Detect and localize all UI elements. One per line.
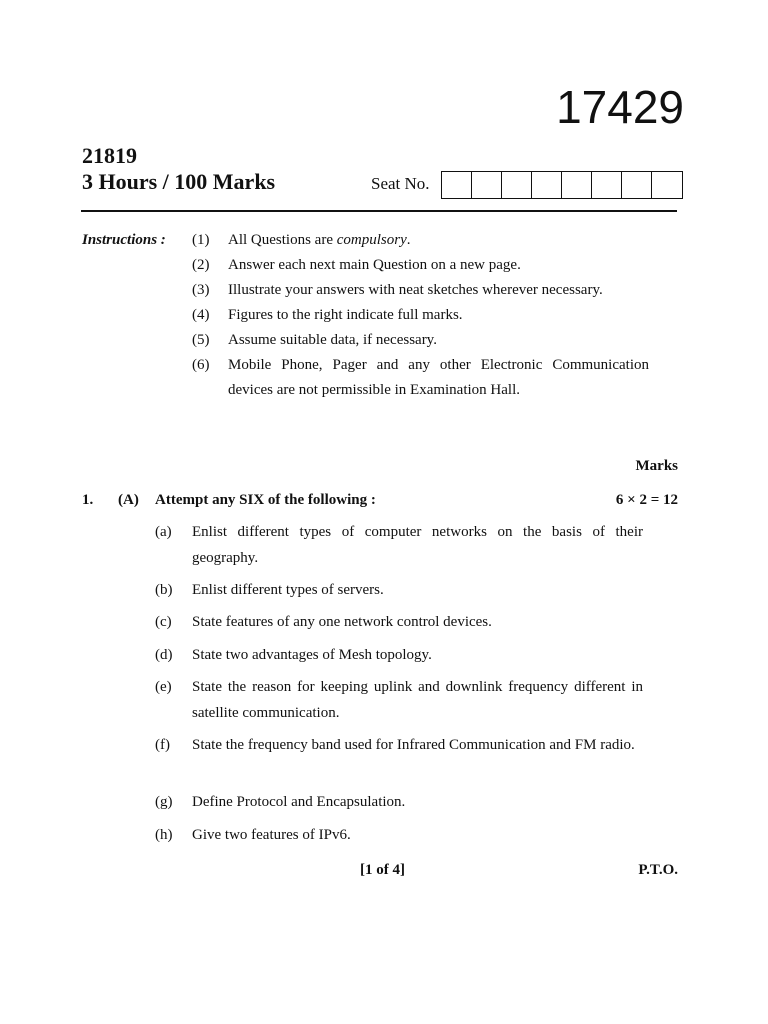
question-part: (A) [118, 492, 139, 508]
seat-box [622, 172, 652, 198]
subquestion-label: (g) [155, 794, 173, 810]
please-turn-over: P.T.O. [638, 862, 678, 878]
subquestion-text: State the reason for keeping uplink and downlink frequency different in satellite communication. [192, 679, 643, 721]
question-number: 1. [82, 492, 94, 508]
instruction-text: Illustrate your answers with neat sketches wherever necessary. [228, 282, 603, 298]
subquestion-text: State features of any one network control devices. [192, 614, 492, 630]
instruction-number: (2) [192, 257, 210, 273]
instruction-number: (5) [192, 332, 210, 348]
instruction-number: (4) [192, 307, 210, 323]
subject-code: 21819 [82, 143, 137, 168]
subquestion-text: State two advantages of Mesh topology. [192, 647, 432, 663]
subquestion-label: (d) [155, 647, 173, 663]
seat-number-label: Seat No. [371, 174, 430, 193]
instruction-number: (3) [192, 282, 210, 298]
subquestion-text: State the frequency band used for Infrared Communication and FM radio. [192, 737, 635, 753]
seat-number-boxes [441, 171, 683, 199]
subquestion-label: (c) [155, 614, 172, 630]
subquestion-text: Give two features of IPv6. [192, 827, 351, 843]
subquestion-label: (a) [155, 524, 172, 540]
instruction-text: Answer each next main Question on a new page. [228, 257, 521, 273]
seat-box [472, 172, 502, 198]
seat-box [592, 172, 622, 198]
question-instruction: Attempt any SIX of the following : [155, 492, 376, 508]
instruction-text: Assume suitable data, if necessary. [228, 332, 437, 348]
subquestion-label: (e) [155, 679, 172, 695]
subquestion-text: Enlist different types of servers. [192, 582, 384, 598]
seat-box [442, 172, 472, 198]
subquestion-text: Define Protocol and Encapsulation. [192, 794, 406, 810]
subquestion-label: (h) [155, 827, 173, 843]
seat-box [502, 172, 532, 198]
instruction-number: (6) [192, 357, 210, 373]
subquestion-label: (b) [155, 582, 173, 598]
seat-box [562, 172, 592, 198]
instruction-number: (1) [192, 232, 210, 248]
page-number: [1 of 4] [360, 862, 405, 878]
instruction-text: Figures to the right indicate full marks. [228, 307, 463, 323]
question-marks: 6 × 2 = 12 [615, 492, 678, 508]
subquestion-text: Enlist different types of computer networks on the basis of their geography. [192, 524, 643, 566]
instruction-text: All Questions are compulsory. [228, 232, 411, 248]
instructions-label: Instructions : [82, 232, 166, 248]
marks-column-header: Marks [635, 458, 678, 474]
duration-marks: 3 Hours / 100 Marks [82, 169, 276, 194]
subquestion-label: (f) [155, 737, 170, 753]
seat-box [532, 172, 562, 198]
instruction-text: Mobile Phone, Pager and any other Electronic Communication devices are not permissible in Examination Hall. [228, 357, 649, 398]
paper-code: 17429 [556, 81, 684, 133]
header-divider [81, 210, 677, 212]
seat-box [652, 172, 682, 198]
